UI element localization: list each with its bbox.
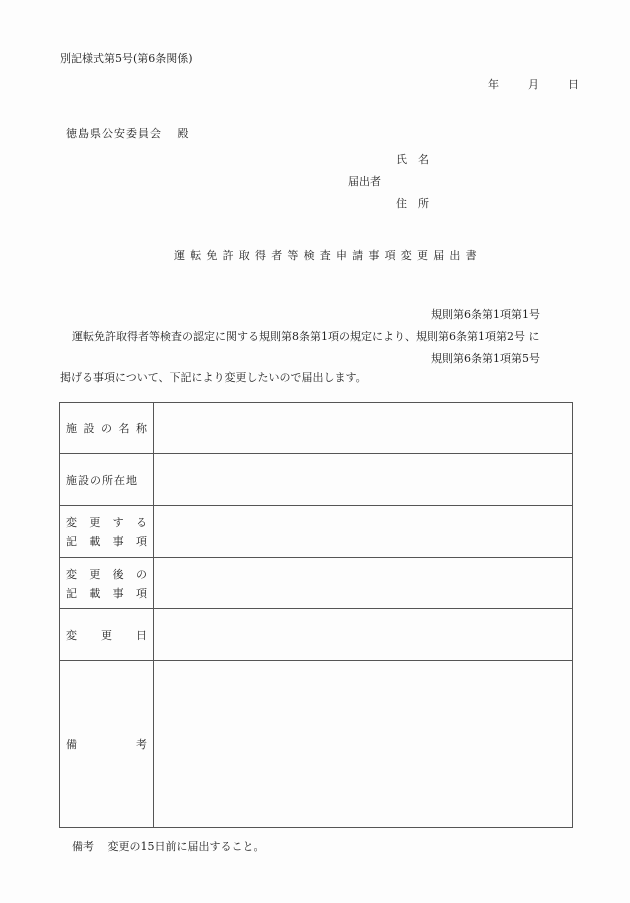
label-char: 変	[66, 628, 77, 642]
body-continuation: 掲げる事項について、下記により変更したいので届出します。	[60, 371, 367, 384]
label-char: 考	[136, 738, 147, 751]
table-row-remarks	[60, 661, 573, 828]
label-char: 項	[135, 586, 147, 600]
applicant-address-field[interactable]	[440, 192, 570, 208]
applicant-label: 届出者	[348, 175, 381, 188]
label-char: の	[101, 422, 112, 435]
label-before-change	[60, 506, 154, 558]
table-row-facility-name	[60, 403, 573, 454]
date-year: 年	[488, 78, 499, 91]
label-char: 備	[66, 738, 77, 751]
date-month: 月	[528, 78, 539, 91]
label-char: 設	[83, 422, 95, 435]
label-char: 事	[112, 586, 124, 600]
form-number: 別記様式第5号(第6条関係)	[60, 52, 193, 65]
date-line	[488, 76, 579, 92]
body-main-prefix: 運転免許取得者等検査の認定に関する規則第8条第1項の規定により、	[72, 330, 416, 343]
table-row-after-change	[60, 558, 573, 609]
applicant-name-label: 氏 名	[396, 153, 429, 166]
label-char: 施	[66, 422, 77, 435]
label-char: 記	[66, 535, 77, 548]
table-row-change-date	[60, 609, 573, 661]
applicant-name-field[interactable]	[440, 148, 570, 164]
label-char: 事	[112, 535, 124, 548]
label-char: 更	[89, 567, 101, 581]
field-facility-address[interactable]	[154, 454, 573, 506]
addressee	[66, 125, 189, 141]
label-after-change	[60, 558, 154, 609]
field-before-change[interactable]	[154, 506, 573, 558]
label-char: 称	[136, 422, 147, 435]
field-change-date[interactable]	[154, 609, 573, 661]
body-main-line	[72, 328, 540, 344]
applicant-address-label: 住 所	[396, 197, 429, 210]
label-char: 載	[89, 586, 101, 600]
label-char: の	[135, 567, 147, 581]
label-char: 載	[89, 535, 101, 548]
note-label: 備考	[72, 840, 94, 853]
label-char: 名	[118, 422, 130, 435]
body-option-2: 規則第6条第1項第2号	[416, 330, 525, 343]
label-char: 更	[101, 628, 112, 642]
field-after-change[interactable]	[154, 558, 573, 609]
label-change-date	[60, 609, 154, 661]
note-text: 変更の15日前に届出すること。	[107, 840, 265, 853]
page-title: 運転免許取得者等検査申請事項変更届出書	[174, 249, 482, 262]
label-char: 変	[66, 567, 77, 581]
label-char: 項	[135, 535, 147, 548]
label-remarks	[60, 661, 154, 828]
field-facility-name[interactable]	[154, 403, 573, 454]
label-facility-address	[60, 454, 154, 506]
label-facility-name	[60, 403, 154, 454]
field-remarks[interactable]	[154, 661, 573, 828]
label-char: る	[135, 516, 147, 529]
table-row-before-change	[60, 506, 573, 558]
addressee-name: 徳島県公安委員会	[66, 127, 162, 140]
body-option-1: 規則第6条第1項第1号	[431, 308, 540, 321]
label-char: 記	[66, 586, 77, 600]
body-option-3: 規則第6条第1項第5号	[431, 352, 540, 365]
form-table	[59, 402, 573, 828]
label-char: 後	[112, 567, 124, 581]
label-char: 更	[89, 516, 101, 529]
table-row-facility-address	[60, 454, 573, 506]
label-char: 日	[136, 628, 147, 642]
label-char: す	[112, 516, 124, 529]
date-day: 日	[568, 78, 579, 91]
label-char: 変	[66, 516, 77, 529]
addressee-honorific: 殿	[177, 127, 189, 140]
label-text: 施設の所在地	[66, 473, 138, 487]
body-main-suffix: に	[528, 330, 540, 343]
footer-note	[72, 838, 265, 854]
